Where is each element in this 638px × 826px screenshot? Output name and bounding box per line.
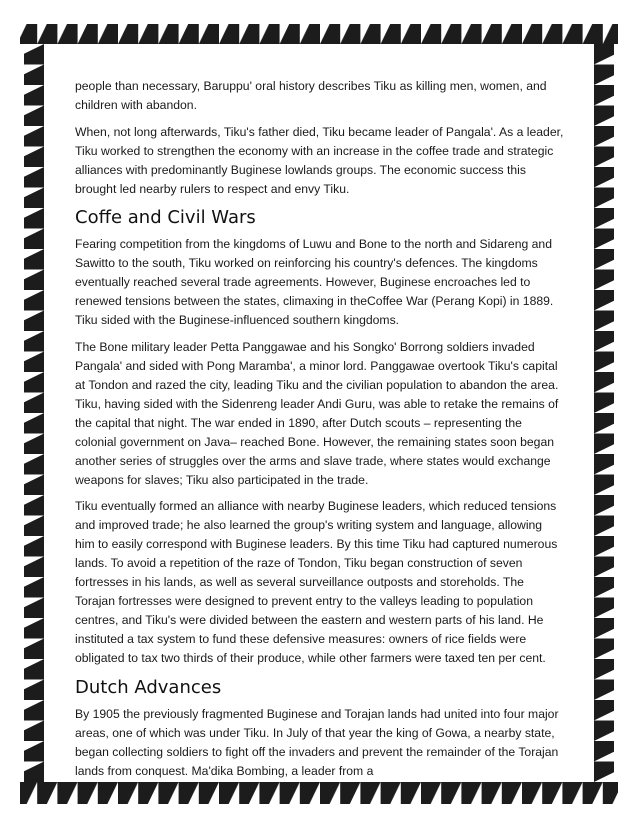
document-body <box>75 77 565 788</box>
paragraph-intro-1: people than necessary, Baruppu' oral history describes Tiku as killing men, women, and children with abandon. <box>75 79 547 112</box>
paragraph-coffee-3: Tiku eventually formed an alliance with nearby Buginese leaders, which reduced tensions and improved trade; he also learned the group's writing system and language, allowing him to easily correspond with Buginese leaders. By this time Tiku had captured numerous lands. To avoid a repetition of the raze of Tondon, Tiku began construction of seven fortresses in his lands, as well as several surveillance outposts and storeholds. The Torajan fortresses were designed to prevent entry to the valleys leading to population centres, and Tiku's were divided between the eastern and western parts of his land. He instituted a tax system to fund these defensive measures: owners of rice fields were obligated to tax two thirds of their produce, while other farmers were taxed ten per cent. <box>75 499 558 665</box>
paragraph-intro-2: When, not long afterwards, Tiku's father died, Tiku became leader of Pangala'. As a leader, Tiku worked to strengthen the economy with an increase in the coffee trade and strategic alliances with predominantly Buginese lowlands groups. The economic success this brought led nearby rulers to respect and envy Tiku. <box>75 124 564 196</box>
paragraph-dutch-1: By 1905 the previously fragmented Buginese and Torajan lands had united into four major areas, one of which was under Tiku. In July of that year the king of Gowa, a nearby state, began collecting soldiers to fight off the invaders and prevent the remainder of the Torajan lands from conquest. Ma'dika Bombing, a leader from a <box>75 706 559 778</box>
paragraph-coffee-2: The Bone military leader Petta Panggawae and his Songko' Borrong soldiers invaded Pangala' and sided with Pong Maramba', a minor lord. Panggawae overtook Tiku's capital at Tondon and razed the city, leading Tiku and the civilian population to abandon the area. Tiku, having sided with the Sidenreng leader Andi Guru, was able to retake the remains of the capital that night. The war ended in 1890, after Dutch scouts – representing the colonial government on Java– reached Bone. However, the remaining states soon began another series of struggles over the arms and slave trade, where states would exchange weapons for slaves; Tiku also participated in the trade. <box>75 339 559 487</box>
decorative-border-top <box>0 0 638 44</box>
decorative-border-right <box>594 44 638 782</box>
decorative-border-left <box>0 44 44 782</box>
section-heading-coffee-wars: Coffe and Civil Wars <box>75 207 256 228</box>
paragraph-coffee-1: Fearing competition from the kingdoms of Luwu and Bone to the north and Sidareng and Sawitto to the south, Tiku worked on reinforcing his country's defences. The kingdoms eventually reached several trade agreements. However, Buginese encroaches led to renewed tensions between the states, climaxing in theCoffee War (Perang Kopi) in 1889. Tiku sided with the Buginese-influenced southern kingdoms. <box>75 237 554 327</box>
decorative-border-bottom <box>0 782 638 826</box>
section-heading-dutch-advances: Dutch Advances <box>75 676 222 698</box>
